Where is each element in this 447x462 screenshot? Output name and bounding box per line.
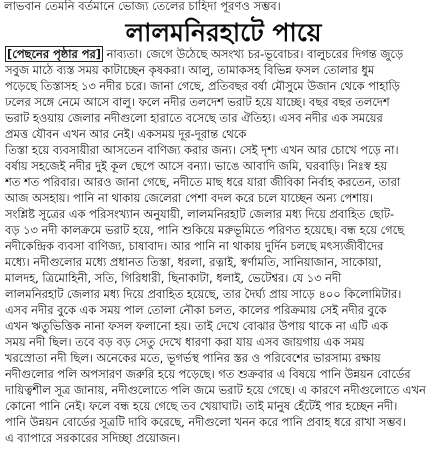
article-line: তিস্তা হয়ে ব্যবসায়ীরা আসতেন বাণিজ্য করার জন্য। সেই দৃশ্য এখন আর চোখে পড়ে না।: [5, 143, 399, 158]
article-line: পড়েছে তিস্তাসহ ১৩ নদীর চরে। জানা গেছে, প্রতিবছর বর্ষা মৌসুমে উজান থেকে পাহাড়ি: [5, 79, 400, 94]
article-line: লালমনিরহাট জেলার মধ্য দিয়ে প্রবাহিত হয়েছে, তার দৈর্ঘ্য প্রায় সাড়ে ৪০০ কিলোমিটার।: [5, 287, 402, 302]
article-line: বড় ১৩ নদী কালক্রমে ভরাট হয়ে, পানি শুকিয়ে মরুভূমিতে পরিণত হয়েছে। বন্ধ হয়ে গেছে: [5, 223, 405, 238]
article-line: নদীকেন্দ্রিক ব্যবসা বাণিজ্য, চাষাবাদ। আর পানি না থাকায় দুর্দিন চলছে মৎস্যজীবীদের: [5, 239, 384, 254]
article-body: [5, 46, 443, 446]
article-line: বর্ষায় সহজেই নদীর দুই কূল ছেপে আসে বন্যা। ভাঙে আবাদি জমি, ঘরবাড়ি। নিঃস্ব হয়: [5, 159, 388, 174]
article-line: পানি উন্নয়ন বোর্ডের সূত্রটি দাবি করেছে, নদীগুলো খনন করে পানি প্রবাহ ধরে রাখা সম্ভব।: [5, 415, 406, 430]
article-line: প্রমত্ত যৌবন এখন আর নেই। একসময় দূর-দূরান্ত থেকে: [5, 127, 247, 142]
article-line-text: নাব্যতা। জেগে উঠেছে অসংখ্য চর-ভূবোচর। বালুচরের দিগন্ত জুড়ে: [102, 47, 404, 61]
article-line: শত শত পরিবার। আরও জানা গেছে, নদীতে মাছ ধরে যারা জীবিকা নির্বাহ করতেন, তারা: [5, 175, 401, 190]
article-line: খরস্রোতা নদী ছিল। অনেকের মতে, ভূগর্ভস্থ পানির স্তর ও পরিবেশের ভারসাম্য রক্ষায়: [5, 351, 381, 366]
article-line: কোনো পানি নেই। ফলে বন্ধ হয়ে গেছে তব খেয়াঘাট। তাই মানুষ হেঁটেই পার হচ্ছেন নদী।: [5, 399, 398, 414]
previous-article-fragment: লাভবান তেমনি বর্তমানে ভোজ্য তেলের চাহিদা পূরণও সম্ভব।: [4, 0, 281, 13]
article-line: সবুজ মাঠে ব্যস্ত সময় কাটাচ্ছেন কৃষকরা। আলু, তামাকসহ বিভিন্ন ফসল তোলার ধুম: [5, 63, 375, 78]
article-line: নদীগুলোর পলি অপসারণ জরুরি হয়ে পড়েছে। গত শুক্রবার এ বিষয়ে পানি উন্নয়ন বোর্ডের: [5, 367, 411, 382]
article-headline: লালমনিরহাটে পায়ে: [125, 18, 322, 47]
article-line: মালদহ, ত্রিমোহিনী, সতি, গিরিধারী, ছিনাকাটা, ধলাই, ভেটেশ্বর। যে ১৩ নদী: [5, 271, 342, 286]
article-line: এখন ঋতুভিত্তিক নানা ফসল ফলানো হয়। তাই দেখে বোঝার উপায় থাকে না এটি এক: [5, 319, 388, 334]
continuation-label: [পেছনের পৃষ্ঠার পর]: [7, 47, 101, 61]
article-line: ঢলের সঙ্গে নেমে আসে বালু। ফলে নদীর তলদেশ ভরাট হয়ে যাচ্ছে। বছর বছর তলদেশ: [5, 95, 390, 110]
article-line: মধ্যে। নদীগুলোর মধ্যে প্রধানত তিস্তা, ধরলা, রত্নাই, স্বর্ণামতি, সানিয়াজান, সাকোয়া,: [5, 255, 382, 270]
article-line: সংশ্লিষ্ট সূত্রের এক পরিসংখ্যান অনুযায়ী, লালমনিরহাট জেলার মধ্য দিয়ে প্রবাহিত ছোট-: [5, 207, 395, 222]
article-line: আজ অসহায়। পানি না থাকায় জেলেরা পেশা বদল করে চলে যাচ্ছেন অন্য পেশায়।: [5, 191, 374, 206]
article-line: এ ব্যাপারে সরকারের সদিচ্ছা প্রয়োজন।: [5, 431, 181, 446]
article-line: দায়িত্বশীল সূত্র জানায়, নদীগুলোতে পলি জমে ভরাট হয়ে গেছে। এ কারণে নদীগুলোতে এখন: [5, 383, 426, 398]
article-line: সময় নদী ছিল। তবে বড় বড় সেতু দেখে ধারণা করা যায় এসব জায়গায় এক সময়: [5, 335, 365, 350]
article-line: ভরাট হওয়ায় জেলার নদীগুলো হারাতে বসেছে তার ঐতিহ্য। এসব নদীর এক সময়ের: [5, 111, 383, 126]
article-line: এসব নদীর বুকে এক সময় পাল তোলা নৌকা চলত, কালের পরিক্রমায় সেই নদীর বুকে: [5, 303, 387, 318]
article-line: [5, 46, 443, 62]
